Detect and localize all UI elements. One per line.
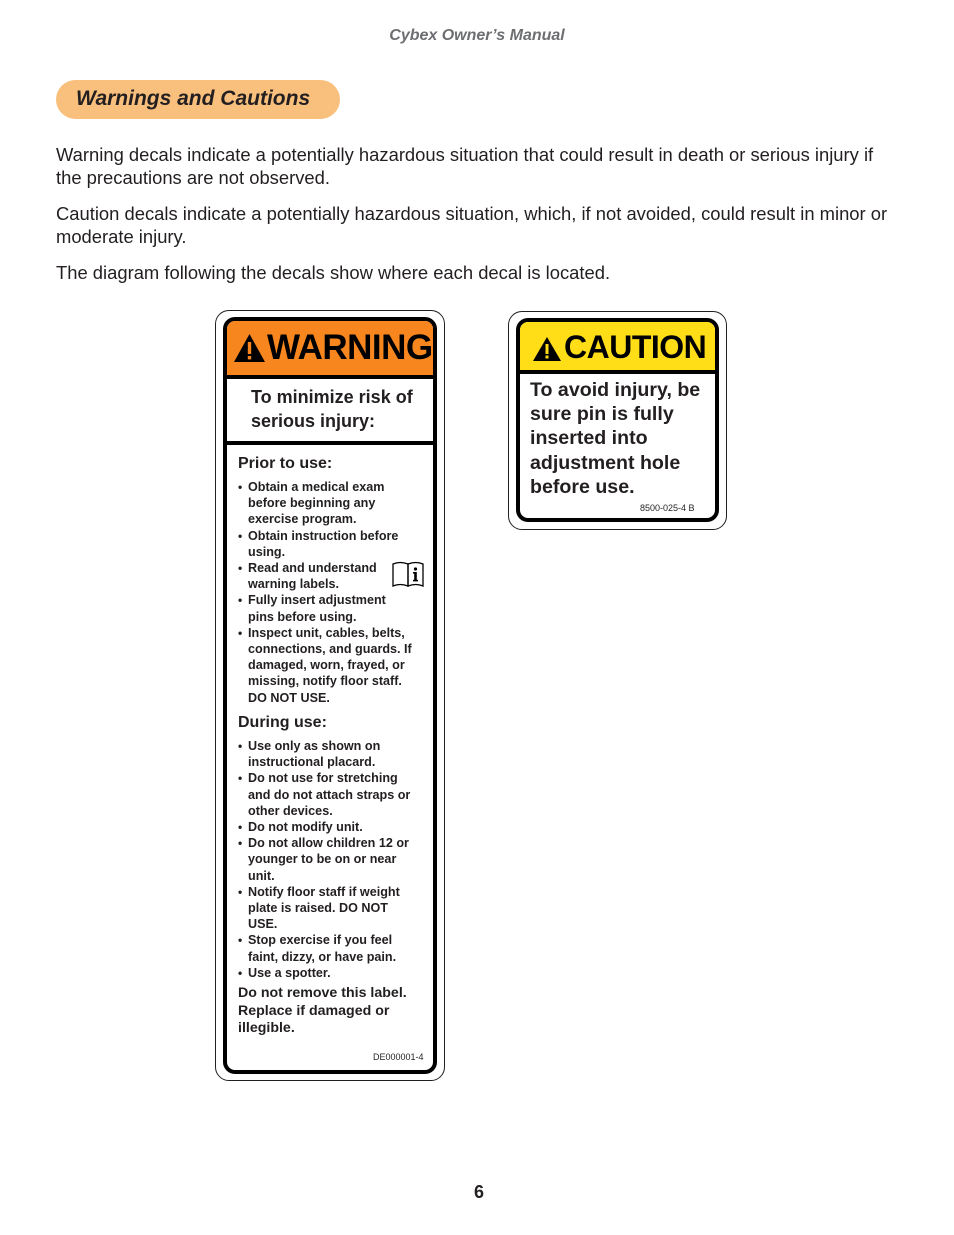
caution-decal-code: 8500-025-4 B	[640, 503, 695, 513]
warning-decal-code: DE000001-4	[373, 1052, 424, 1062]
divider	[520, 370, 715, 374]
warning-triangle-icon	[532, 336, 562, 362]
divider	[227, 441, 433, 445]
prior-to-use-list	[238, 479, 428, 706]
caution-text: To avoid injury, be sure pin is fully inserted into adjustment hole before use.	[530, 379, 701, 498]
list-item: • Inspect unit, cables, belts, connections, and guards. If damaged, worn, frayed, or missing, notify floor staff. DO NOT USE.	[238, 625, 412, 705]
list-item: • Do not modify unit.	[238, 820, 363, 835]
caution-decal-header	[520, 322, 715, 370]
list-item: • Use a spotter.	[238, 965, 331, 980]
warning-decal	[223, 317, 437, 1074]
list-item: • Do not use for stretching and do not attach straps or other devices.	[238, 771, 411, 818]
manual-title: Cybex Owner’s Manual	[389, 27, 565, 44]
list-item: • Fully insert adjustment pins before using.	[238, 593, 386, 624]
warning-footer-text: Do not remove this label. Replace if damaged or illegible.	[238, 985, 407, 1037]
list-item: • Do not allow children 12 or younger to be on or near unit.	[238, 836, 409, 883]
list-item: • Stop exercise if you feel faint, dizzy, or have pain.	[238, 933, 397, 964]
read-manual-icon	[392, 561, 424, 587]
during-use-list	[238, 738, 428, 981]
warning-decal-header	[227, 321, 433, 375]
list-item: • Use only as shown on instructional placard.	[238, 739, 381, 770]
list-item: • Obtain instruction before using.	[238, 528, 399, 559]
warning-decal-description: Warning decals indicate a potentially hazardous situation that could result in death or serious injury if the precautions are not observed.	[56, 144, 874, 188]
page-number: 6	[473, 1182, 484, 1202]
during-use-heading: During use:	[238, 714, 327, 731]
diagram-note: The diagram following the decals show where each decal is located.	[56, 262, 611, 283]
warning-header-word: WARNING	[267, 328, 433, 367]
caution-header-word: CAUTION	[564, 329, 707, 365]
prior-to-use-heading: Prior to use:	[238, 455, 333, 472]
divider	[227, 375, 433, 379]
list-item: • Notify floor staff if weight plate is raised. DO NOT USE.	[238, 884, 400, 932]
list-item: • Read and understand warning labels.	[238, 561, 377, 592]
section-title: Warnings and Cautions	[56, 80, 340, 119]
caution-decal-description: Caution decals indicate a potentially hazardous situation, which, if not avoided, could result in minor or moderate injury.	[56, 203, 888, 247]
warning-lead-text: To minimize risk of serious injury:	[251, 387, 413, 431]
caution-decal	[516, 318, 719, 522]
warning-triangle-icon	[233, 333, 266, 363]
list-item: • Obtain a medical exam before beginning any exercise program.	[238, 480, 385, 527]
